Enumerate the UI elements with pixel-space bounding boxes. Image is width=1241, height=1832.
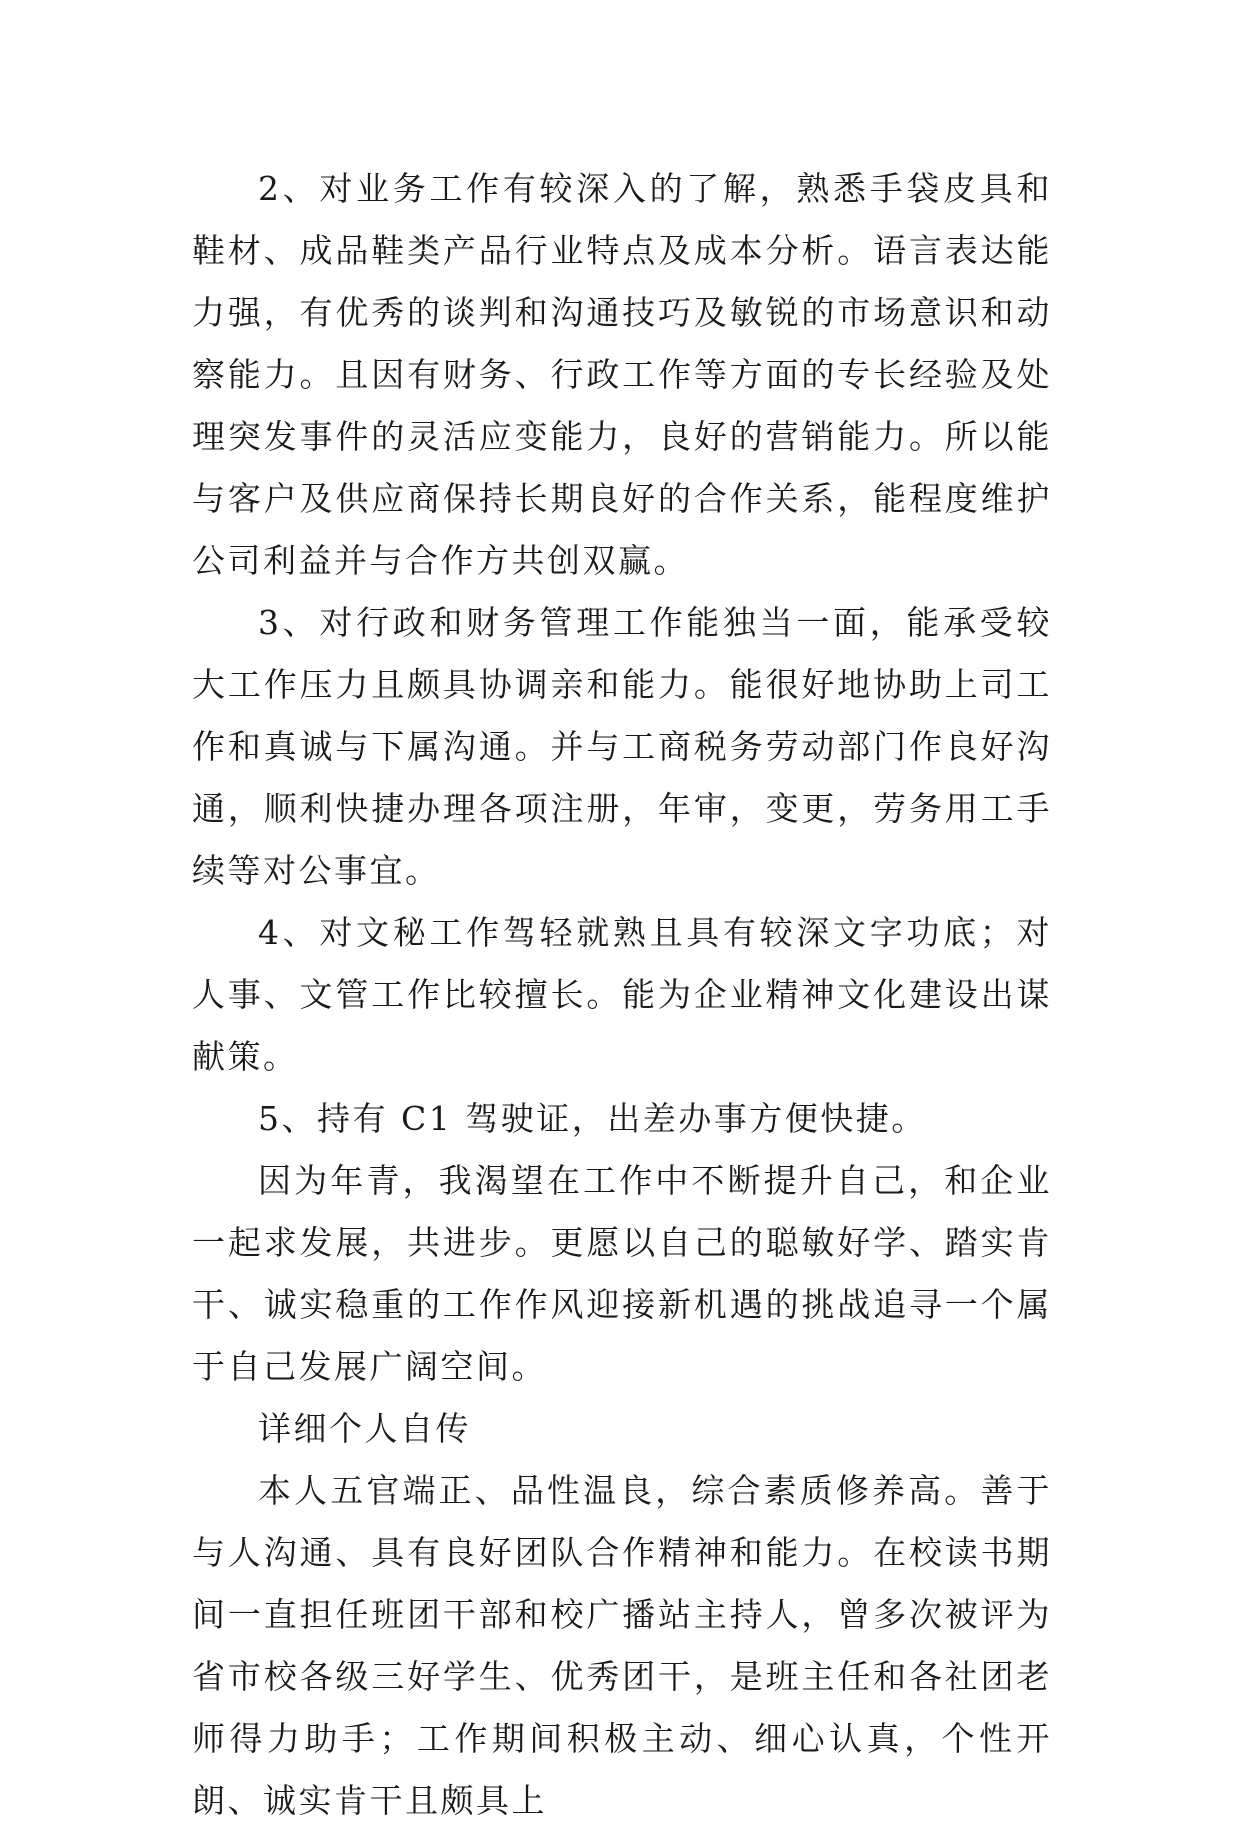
paragraph-item-4: 4、对文秘工作驾轻就熟且具有较深文字功底；对人事、文管工作比较擅长。能为企业精神文化建设出谋献策。 [192,913,1052,1076]
paragraph-item-5: 5、持有 C1 驾驶证，出差办事方便快捷。 [258,1099,927,1138]
paragraph-item-2: 2、对业务工作有较深入的了解，熟悉手袋皮具和鞋材、成品鞋类产品行业特点及成本分析。语言表达能力强，有优秀的谈判和沟通技巧及敏锐的市场意识和动察能力。且因有财务、行政工作等方面的专长经验及处理突发事件的灵活应变能力，良好的营销能力。所以能与客户及供应商保持长期良好的合作关系，能程度维护公司利益并与合作方共创双赢。 [192,169,1052,580]
paragraph-autobiography: 本人五官端正、品性温良，综合素质修养高。善于与人沟通、具有良好团队合作精神和能力。在校读书期间一直担任班团干部和校广播站主持人，曾多次被评为省市校各级三好学生、优秀团干，是班主任和各社团老师得力助手；工作期间积极主动、细心认真，个性开朗、诚实肯干且颇具上 [192,1471,1052,1820]
paragraph-item-3: 3、对行政和财务管理工作能独当一面，能承受较大工作压力且颇具协调亲和能力。能很好地协助上司工作和真诚与下属沟通。并与工商税务劳动部门作良好沟通，顺利快捷办理各项注册，年审，变更，劳务用工手续等对公事宜。 [192,603,1052,890]
document-body [192,158,1052,1832]
section-heading: 详细个人自传 [258,1409,471,1448]
paragraph-aspiration: 因为年青，我渴望在工作中不断提升自己，和企业一起求发展，共进步。更愿以自己的聪敏好学、踏实肯干、诚实稳重的工作作风迎接新机遇的挑战追寻一个属于自己发展广阔空间。 [192,1161,1052,1386]
